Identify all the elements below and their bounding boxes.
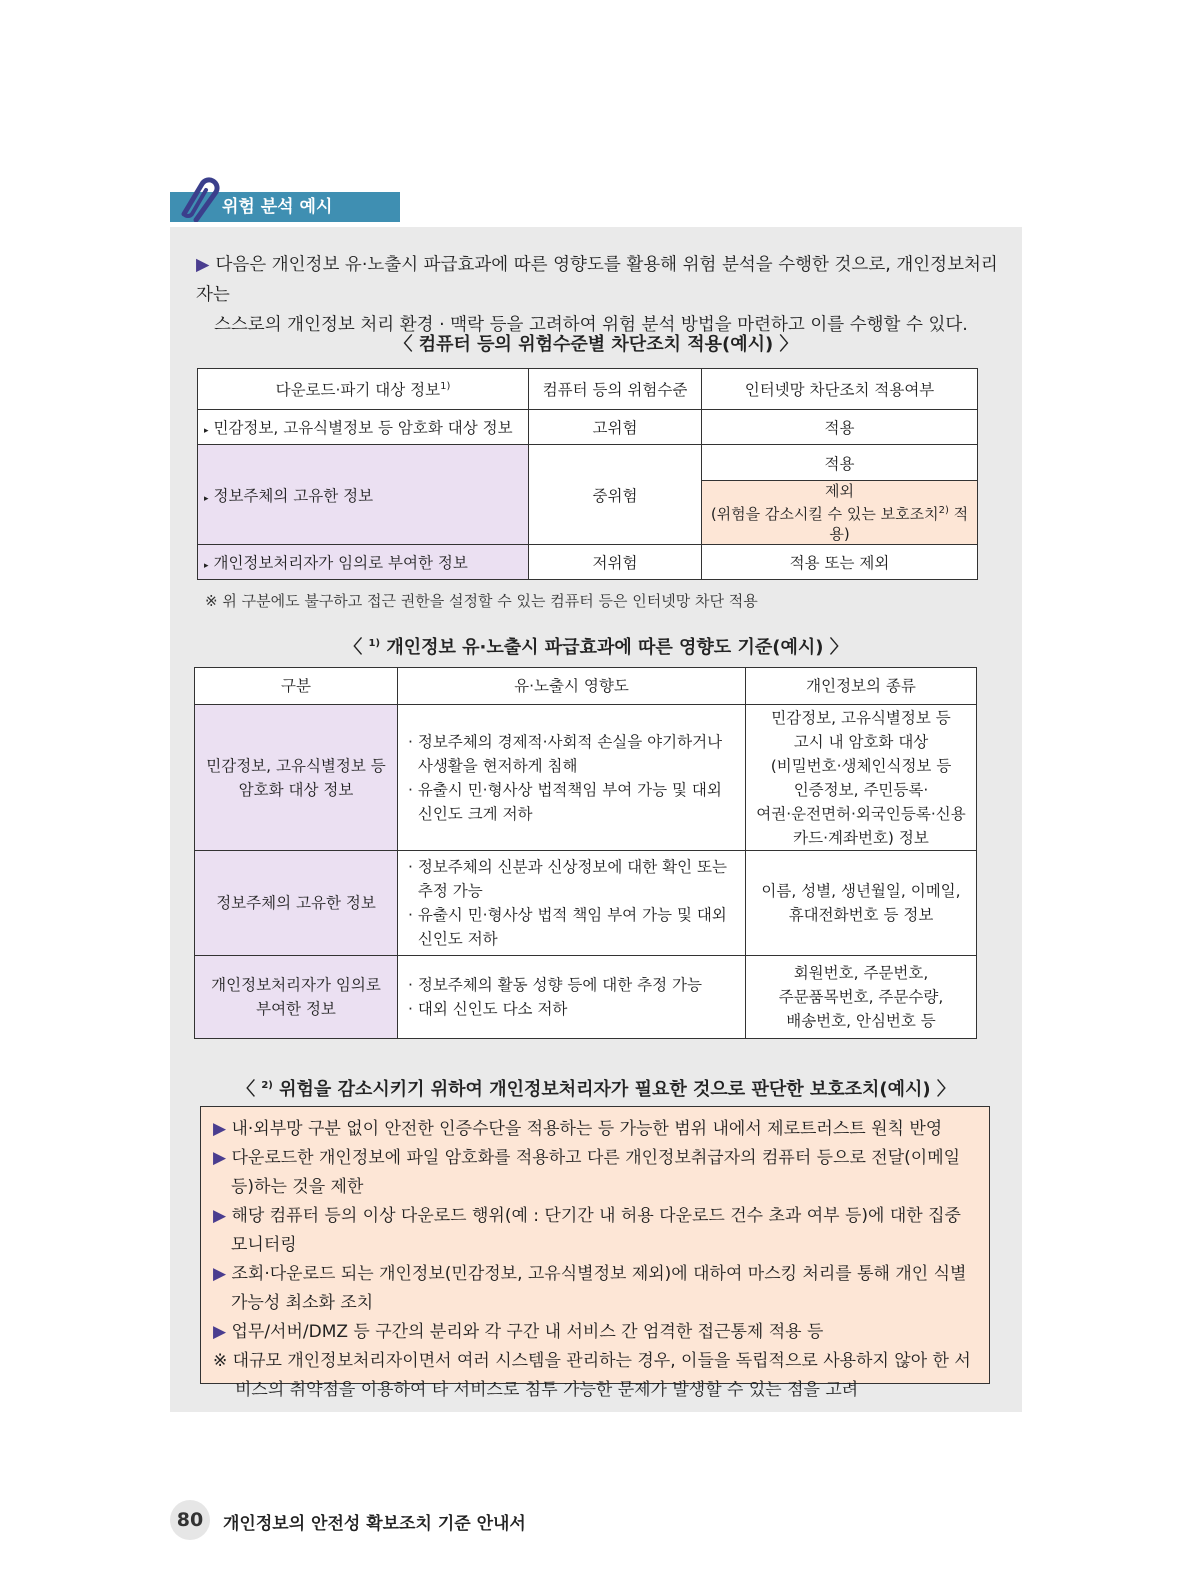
table1-header: 다운로드·파기 대상 정보$^{1)}$ [198, 369, 529, 410]
table1-header: 인터넷망 차단조치 적용여부 [702, 369, 978, 410]
table-row: 개인정보처리자가 임의로 부여한 정보 · 정보주체의 활동 성향 등에 대한 추정 가능 · 대외 신인도 다소 저하 회원번호, 주문번호, 주문품목번호, 주문수량, 배송번호, 안심번호 등 [195, 956, 977, 1039]
list-item: ▶ 해당 컴퓨터 등의 이상 다운로드 행위(예 : 단기간 내 허용 다운로드 건수 초과 여부 등)에 대한 집중 모니터링 [213, 1206, 961, 1255]
box3-caption: 〈 $^{2)}$ 위험을 감소시키기 위하여 개인정보처리자가 필요한 것으로 판단한 보호조치(예시) 〉 [237, 1079, 955, 1100]
table-row: ▸ 민감정보, 고유식별정보 등 암호화 대상 정보 고위험 적용 [198, 410, 978, 445]
table-row: 정보주체의 고유한 정보 · 정보주체의 신분과 신상정보에 대한 확인 또는 추정 가능 · 유출시 민·형사상 법적 책임 부여 가능 및 대외 신인도 저하 이름, 성별, 생년월일, 이메일, 휴대전화번호 등 정보 [195, 851, 977, 956]
section-title: 위험 분석 예시 [170, 192, 400, 222]
list-item: ▶ 조회·다운로드 되는 개인정보(민감정보, 고유식별정보 제외)에 대하여 마스킹 처리를 통해 개인 식별 가능성 최소화 조치 [213, 1264, 967, 1313]
table2-header: 개인정보의 종류 [746, 668, 977, 705]
list-item: ▶ 내·외부망 구분 없이 안전한 인증수단을 적용하는 등 가능한 범위 내에서 제로트러스트 원칙 반영 [213, 1119, 943, 1139]
risk-level-table [197, 368, 978, 580]
page-number: 80 [170, 1500, 210, 1540]
table2-header: 유·노출시 영향도 [398, 668, 746, 705]
table-row: 제외 (위험을 감소시킬 수 있는 보호조치$^{2)}$ 적용) [198, 481, 978, 545]
box3-note: ※ 대규모 개인정보처리자이면서 여러 시스템을 관리하는 경우, 이들을 독립적으로 사용하지 않아 한 서비스의 취약점을 이용하여 타 서비스로 침투 가능한 문제가 발생할 수 있는 점을 고려 [213, 1351, 971, 1400]
list-item: ▶ 다운로드한 개인정보에 파일 암호화를 적용하고 다른 개인정보취급자의 컴퓨터 등으로 전달(이메일 등)하는 것을 제한 [213, 1148, 961, 1197]
table1-note: ※ 위 구분에도 불구하고 접근 권한을 설정할 수 있는 컴퓨터 등은 인터넷망 차단 적용 [205, 592, 758, 610]
table-row: 민감정보, 고유식별정보 등 암호화 대상 정보 · 정보주체의 경제적·사회적 손실을 야기하거나 사생활을 현저하게 침해 · 유출시 민·형사상 법적책임 부여 가능 및 대외 신인도 크게 저하 민감정보, 고유식별정보 등 고시 내 암호화 대상 (비밀번호·생체인식정보 등 인증정보, 주민등록· 여권·운전면허·외국인등록·신용 카드·계좌번호) 정보 [195, 705, 977, 851]
table1-header: 컴퓨터 등의 위험수준 [529, 369, 702, 410]
table-row: ▸ 정보주체의 고유한 정보 중위험 적용 [198, 445, 978, 481]
triangle-bullet-icon: ▶ [196, 255, 210, 275]
footer-title: 개인정보의 안전성 확보조치 기준 안내서 [223, 1514, 526, 1534]
protection-measures-box [200, 1106, 990, 1400]
table2-caption: 〈 $^{1)}$ 개인정보 유·노출시 파급효과에 따른 영향도 기준(예시) 〉 [344, 637, 848, 658]
table1-caption: 〈 컴퓨터 등의 위험수준별 차단조치 적용(예시) 〉 [394, 334, 798, 355]
table-row: ▸ 개인정보처리자가 임의로 부여한 정보 저위험 적용 또는 제외 [198, 545, 978, 580]
table2-header: 구분 [195, 668, 398, 705]
intro-paragraph: ▶ 다음은 개인정보 유·노출시 파급효과에 따른 영향도를 활용해 위험 분석을 수행한 것으로, 개인정보처리자는 스스로의 개인정보 처리 환경 · 맥락 등을 고려하여 위험 분석 방법을 마련하고 이를 수행할 수 있다. [196, 255, 998, 335]
list-item: ▶ 업무/서버/DMZ 등 구간의 분리와 각 구간 내 서비스 간 엄격한 접근통제 적용 등 [213, 1322, 824, 1342]
impact-criteria-table [194, 667, 977, 1039]
paperclip-icon [172, 170, 222, 222]
